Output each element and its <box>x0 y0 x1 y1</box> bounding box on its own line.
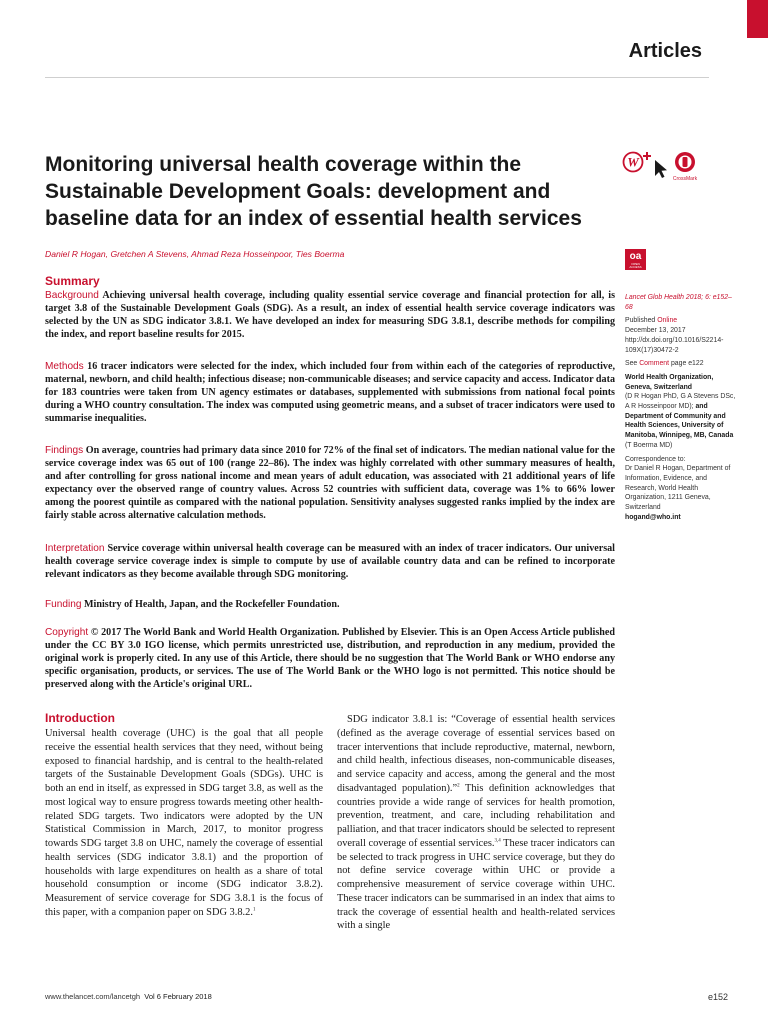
w-open-icon[interactable] <box>624 153 643 172</box>
abstract-text: Ministry of Health, Japan, and the Rockefeller Foundation. <box>84 599 340 610</box>
abstract-text: Service coverage within universal health coverage can be measured with an index of tracer indicators. Our universal health coverage service coverage index is simple to compute by use of available country data and can be refined to incorporate relevant indicators as they become available through SDG monitoring. <box>45 543 615 580</box>
w-icon-letter: W <box>627 154 639 170</box>
badge-icons <box>622 150 722 184</box>
section-label: Articles <box>628 40 702 62</box>
published-prefix: Published <box>625 317 658 325</box>
introduction-heading: Introduction <box>45 711 115 725</box>
correspondence-email[interactable]: hogand@who.int <box>625 513 681 521</box>
summary-heading: Summary <box>45 274 100 288</box>
abstract-interpretation <box>45 543 615 582</box>
intro-paragraph-2-part-2: This definition acknowledges that countries provide a wide range of services for health promotion, prevention, treatment, and care, including rehabilitation and palliation, and that tracer indicators should be selected to represent overall coverage of essential services. <box>337 782 616 849</box>
abstract-methods <box>45 361 615 426</box>
intro-paragraph-2-part-1: SDG indicator 3.8.1 is: “Coverage of essential health services (defined as the average coverage of essential services based on tracer interventions that include reproductive, maternal, newborn, and child health, infectious diseases, non-communicable diseases, and service capacity and access, among the general and the most disadvantaged population).” <box>337 714 615 794</box>
intro-paragraph-1: Universal health coverage (UHC) is the goal that all people receive the essential health services that they need, without being exposed to financial hardship, and is central to the health-related targets of the Sustainable Development Goals (SDGs). UHC is both an end in itself, as expressed in SDG target 3.8, as well as the most logical way to ensure progress towards meeting other health-related SDG targets. Two indicators were adopted by the UN Statistical Commission in March, 2017, to monitor progress towards SDG target 3.8 on UHC, namely the coverage of essential health services (SDG indicator 3.8.1) and the proportion of households with large expenditures on health as a share of total household consumption or income (SDG indicator 3.8.2). Measurement of service coverage for SDG 3.8.1 is the focus of this paper, with a companion paper on SDG 3.8.2. <box>45 728 323 918</box>
abstract-label: Copyright <box>45 627 89 638</box>
correspondence <box>625 455 737 523</box>
oa-sublabel: OPEN ACCESS <box>629 262 642 269</box>
body-column-right <box>337 713 615 933</box>
abstract-funding <box>45 599 615 612</box>
abstract-background <box>45 290 615 342</box>
reference-marker[interactable]: 1 <box>252 907 256 913</box>
doi-link[interactable]: http://dx.doi.org/10.1016/S2214-109X(17)30472-2 <box>625 336 724 354</box>
body-column-left <box>45 727 323 920</box>
abstract-label: Interpretation <box>45 543 105 554</box>
published-date: December 13, 2017 <box>625 327 686 335</box>
abstract-text: © 2017 The World Bank and World Health Organization. Published by Elsevier. This is an Open Access Article published under the CC BY 3.0 IGO license, which permits unrestricted use, distribution, and reproduction in any medium, provided the original work is properly cited. In any use of this Article, there should be no suggestion that The World Bank or WHO endorse any specific organisation, products, or services. The use of The World Bank or the WHO logo is not permitted. This notice should be preserved along with the Article's original URL. <box>45 627 615 690</box>
abstract-copyright <box>45 627 615 692</box>
publication-info <box>625 316 737 355</box>
footer-volume: Vol 6 February 2018 <box>144 992 212 1001</box>
author-list: Daniel R Hogan, Gretchen A Stevens, Ahmad Reza Hosseinpoor, Ties Boerma <box>45 249 345 259</box>
header-rule <box>45 77 709 78</box>
abstract-label: Findings <box>45 445 84 456</box>
corner-color-bar <box>747 0 768 38</box>
correspondence-label: Correspondence to: <box>625 455 686 463</box>
article-sidebar <box>625 293 737 526</box>
journal-reference-block <box>625 293 737 312</box>
affiliation-who-people: (D R Hogan PhD, G A Stevens DSc, A R Hosseinpoor MD); <box>625 393 736 411</box>
crossmark-icon[interactable] <box>673 152 698 182</box>
abstract-label: Background <box>45 290 99 301</box>
published-online-link[interactable]: Online <box>657 317 678 325</box>
cursor-plus-icon <box>643 152 667 178</box>
affiliation-manitoba: Department of Community and Health Sciences, University of Manitoba, Winnipeg, MB, Canada <box>625 412 734 440</box>
see-comment <box>625 359 737 369</box>
footer-url[interactable]: www.thelancet.com/lancetgh <box>45 992 141 1001</box>
abstract-text: Achieving universal health coverage, including quality essential service coverage and financial protection for all, is target 3.8 of the Sustainable Development Goals (SDG). As a result, an index of essential health service coverage indicators was selected by the UN as SDG indicator 3.8.1. We have developed an index for measuring SDG 3.8.1, describe methods for compiling the index, and report baseline results for 2015. <box>45 290 615 340</box>
article-title: Monitoring universal health coverage within the Sustainable Development Goals: development and baseline data for an index of essential health services <box>45 153 582 230</box>
abstract-text: On average, countries had primary data since 2010 for 72% of the final set of indicators. The median national value for the service coverage index was 65 out of 100 (range 22–86). The index was highly correlated with other summary measures of health, and after controlling for gross national income and mean years of adult education, was associated with 21 additional years of life expectancy over the observed range of country values. Across 52 countries with sufficient data, coverage was 1% to 66% lower among the poorest quintile as compared with the national population. Sensitivity analyses suggested ranks implied by the index are fairly stable across alternative calculation methods. <box>45 445 615 521</box>
comment-link[interactable]: Comment <box>639 360 670 368</box>
abstract-label: Methods <box>45 361 84 372</box>
footer-left <box>45 992 212 1001</box>
see-suffix: page e122 <box>669 360 704 368</box>
affiliation-who: World Health Organization, Geneva, Switzerland <box>625 373 714 391</box>
see-prefix: See <box>625 360 640 368</box>
reference-marker[interactable]: 3,4 <box>494 838 501 844</box>
affiliations <box>625 373 737 451</box>
correspondence-text: Dr Daniel R Hogan, Department of Information, Evidence, and Research, World Health Organization, 1211 Geneva, Switzerland <box>625 465 731 512</box>
open-access-badge <box>625 249 646 270</box>
intro-paragraph-2-part-3: These tracer indicators can be selected to track progress in UHC service coverage, but they do not define service coverage within UHC or provide a comprehensive measurement of service coverage within UHC. These tracer indicators can be summarised in an index that aims to track the coverage of essential health and health-related services with a single <box>337 837 615 932</box>
affiliation-manitoba-people: (T Boerma MD) <box>625 441 673 449</box>
abstract-findings <box>45 445 615 522</box>
crossmark-label: CrossMark <box>672 176 698 182</box>
oa-label: oa <box>629 251 642 262</box>
article-badges <box>622 150 722 184</box>
abstract-text: 16 tracer indicators were selected for the index, which included four from within each of the categories of reproductive, maternal, newborn, and child health; infectious disease; non-communicable diseases; and service capacity and access. Indicator data for 183 countries were taken from UN agency estimates or databases, supplemented with submissions from national focal points during a WHO country consultation. The index was computed using geometric means, and a subset of tracer indicators were used to summarise inequalities. <box>45 361 615 424</box>
affiliation-and: and <box>693 403 708 411</box>
footer-page-number: e152 <box>707 992 728 1002</box>
journal-reference: Lancet Glob Health 2018; 6: e152–68 <box>625 294 732 311</box>
abstract-label: Funding <box>45 599 82 610</box>
reference-marker[interactable]: 2 <box>457 783 460 789</box>
